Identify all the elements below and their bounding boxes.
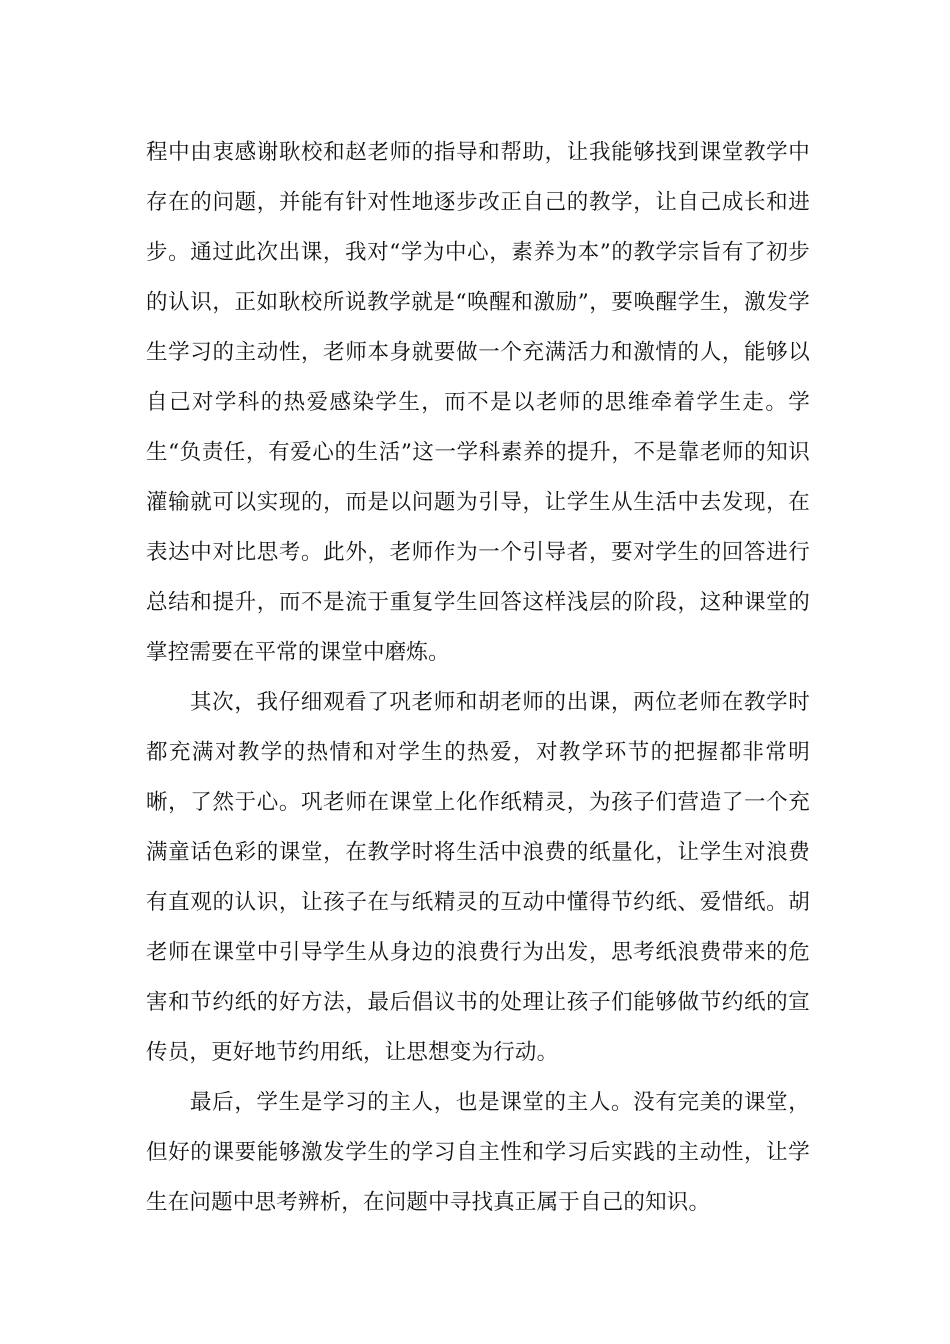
- paragraph-second: 其次，我仔细观看了巩老师和胡老师的出课，两位老师在教学时都充满对教学的热情和对学生的热爱，对教学环节的把握都非常明晰，了然于心。巩老师在课堂上化作纸精灵，为孩子们营造了一个充满童话色彩的课堂，在教学时将生活中浪费的纸量化，让学生对浪费有直观的认识，让孩子在与纸精灵的互动中懂得节约纸、爱惜纸。胡老师在课堂中引导学生从身边的浪费行为出发，思考纸浪费带来的危害和节约纸的好方法，最后倡议书的处理让孩子们能够做节约纸的宣传员，更好地节约用纸，让思想变为行动。: [146, 690, 810, 1065]
- paragraph-continued: 程中由衷感谢耿校和赵老师的指导和帮助，让我能够找到课堂教学中存在的问题，并能有针对性地逐步改正自己的教学，让自己成长和进步。通过此次出课，我对“学为中心，素养为本”的教学宗旨有了初步的认识，正如耿校所说教学就是“唤醒和激励”，要唤醒学生，激发学生学习的主动性，老师本身就要做一个充满活力和激情的人，能够以自己对学科的热爱感染学生，而不是以老师的思维牵着学生走。学生“负责任，有爱心的生活”这一学科素养的提升，不是靠老师的知识灌输就可以实现的，而是以问题为引导，让学生从生活中去发现，在表达中对比思考。此外，老师作为一个引导者，要对学生的回答进行总结和提升，而不是流于重复学生回答这样浅层的阶段，这种课堂的掌控需要在平常的课堂中磨炼。: [146, 140, 810, 665]
- body-text: [146, 128, 810, 1228]
- paragraph-last: 最后，学生是学习的主人，也是课堂的主人。没有完美的课堂，但好的课要能够激发学生的学习自主性和学习后实践的主动性，让学生在问题中思考辨析，在问题中寻找真正属于自己的知识。: [146, 1090, 810, 1215]
